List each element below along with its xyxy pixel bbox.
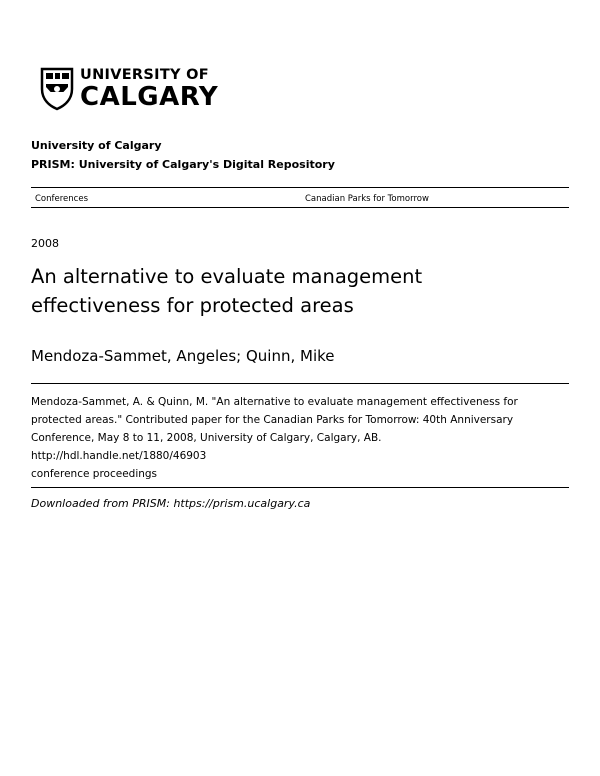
citation-top-rule <box>31 383 569 384</box>
repository-name: PRISM: University of Calgary's Digital Repository <box>31 158 335 171</box>
meta-bottom-rule <box>31 207 569 208</box>
institution-name: University of Calgary <box>31 139 162 152</box>
document-authors: Mendoza-Sammet, Angeles; Quinn, Mike <box>31 347 335 365</box>
citation-line: Mendoza-Sammet, A. & Quinn, M. "An alternative to evaluate management effectiveness for <box>31 396 518 408</box>
citation-bottom-rule <box>31 487 569 488</box>
title-line: An alternative to evaluate management <box>31 265 423 288</box>
citation-line: Conference, May 8 to 11, 2008, University of Calgary, Calgary, AB. <box>31 432 382 444</box>
crest-icon <box>40 67 74 111</box>
conference-label: Canadian Parks for Tomorrow <box>305 194 429 204</box>
university-logo <box>40 67 218 111</box>
publication-year: 2008 <box>31 237 59 250</box>
document-title <box>31 262 551 320</box>
logo-line-university-of: UNIVERSITY OF <box>80 67 210 84</box>
document-type: conference proceedings <box>31 468 158 480</box>
title-line: effectiveness for protected areas <box>31 294 354 317</box>
handle-link[interactable]: http://hdl.handle.net/1880/46903 <box>31 450 207 462</box>
citation-block <box>31 393 561 483</box>
collection-label: Conferences <box>35 194 89 204</box>
citation-line: protected areas." Contributed paper for the Canadian Parks for Tomorrow: 40th Anniversary <box>31 414 514 426</box>
downloaded-from-note: Downloaded from PRISM: https://prism.ucalgary.ca <box>31 497 311 510</box>
logo-line-calgary: CALGARY <box>80 81 219 112</box>
meta-top-rule <box>31 187 569 188</box>
